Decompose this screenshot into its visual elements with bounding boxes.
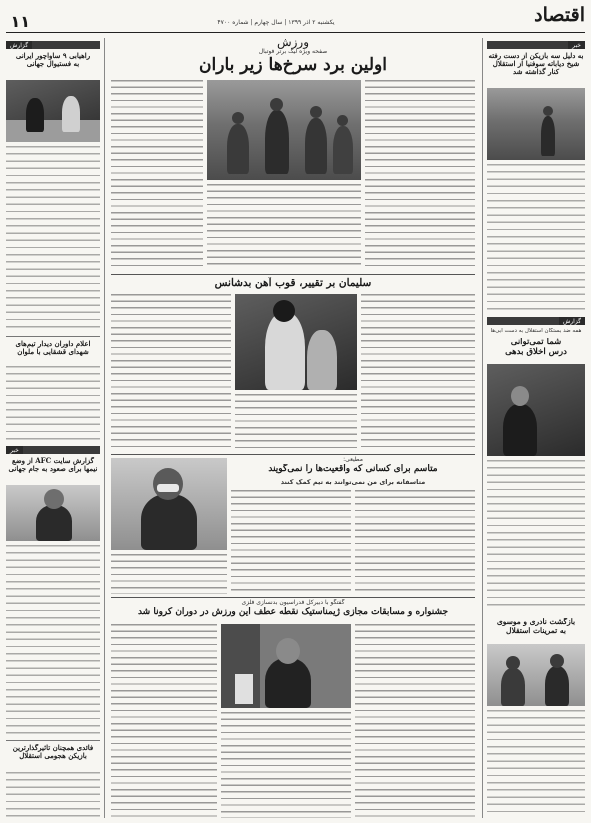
- right-column-divider: [482, 38, 483, 818]
- right-bottom-photo: [487, 644, 585, 706]
- third-body-col3: [111, 554, 227, 594]
- right-top-body: [487, 164, 585, 312]
- left-column-divider: [104, 38, 105, 818]
- right-mid-body: [487, 460, 585, 610]
- left-top-photo: [6, 80, 100, 142]
- center-rule-1: [111, 274, 475, 275]
- main-story-photo: [207, 80, 361, 180]
- header-rule: [6, 32, 585, 33]
- left-bottom-tag: خبر: [6, 446, 23, 454]
- fourth-story-photo: [221, 624, 351, 708]
- right-mid-kicker: همه ضد بستگان استقلال به دست آبی‌ها: [490, 328, 582, 334]
- main-body-col1: [365, 80, 475, 270]
- fourth-body-col3: [111, 624, 217, 818]
- main-body-col3: [111, 80, 203, 270]
- left-bottom-photo: [6, 485, 100, 541]
- second-body-col3: [111, 294, 231, 450]
- left-bottom-headline: گزارش سایت AFC از وضع نیمها برای صعود به جام جهانی: [8, 457, 98, 474]
- center-rule-2: [111, 454, 475, 455]
- main-headline: اولین برد سرخ‌ها زیر باران: [199, 56, 387, 75]
- right-top-photo: [487, 88, 585, 160]
- left-tag: گزارش: [6, 41, 32, 49]
- center-rule-3: [111, 597, 475, 598]
- third-kicker: مطیعی:: [343, 456, 363, 463]
- right-mid-photo: [487, 364, 585, 456]
- left-mid-headline: اعلام داوران دیدار تیم‌های شهدای قشقایی با ملوان: [15, 340, 91, 357]
- section-title: ورزش: [276, 35, 310, 49]
- third-subheadline: متاسفانه برای من نمی‌توانند به تیم کمک کنند: [280, 478, 426, 486]
- second-body-col1: [361, 294, 475, 450]
- left-top-headline: راهیابی ۹ ساواچور ایرانی به فستیوال جهانی: [15, 52, 91, 69]
- left-footer-headline: فائدی همچنان تاثیرگذارترین بازیکن هجومی استقلال: [12, 744, 94, 761]
- issue-meta: یکشنبه ۲ آذر ۱۳۹۹ | سال چهارم | شماره ۴۷۰۰: [217, 19, 335, 26]
- fourth-body-col2: [221, 712, 351, 818]
- right-mid-tag: گزارش: [559, 317, 585, 325]
- right-mid-headline: شما تمی‌توانی درس اخلاق بدهی: [505, 338, 567, 357]
- newspaper-logo: اقتصاد: [534, 4, 585, 26]
- left-mid-body: [6, 366, 100, 442]
- third-body-col1: [355, 490, 475, 594]
- page-number: ۱۱: [10, 12, 30, 31]
- fourth-kicker: گفتگو با دبیرکل فدراسیون بدنسازی فلزی: [241, 599, 345, 606]
- right-bottom-body: [487, 710, 585, 816]
- fourth-headline: جشنواره و مسابقات مجازی ژیمناستیک نقطه عطف این ورزش در دوران کرونا شد: [137, 607, 449, 617]
- right-bottom-headline: بازگشت نادری و موسوی به تمرینات استقلال: [496, 618, 576, 635]
- second-body-col2: [235, 394, 357, 450]
- second-headline: سلیمان بر تقییر، قوب آهن بدشانس: [214, 277, 372, 289]
- left-bottom-body: [6, 545, 100, 735]
- left-top-body: [6, 146, 100, 330]
- section-subtitle: صفحه ویژه لیگ برتر فوتبال: [258, 48, 328, 55]
- fourth-body-col1: [355, 624, 475, 818]
- left-footer-body: [6, 772, 100, 818]
- third-headline: متاسم برای کسانی که واقعیت‌ها را نمی‌گویند: [268, 464, 438, 474]
- third-body-col2: [231, 490, 351, 594]
- main-body-col2: [207, 184, 361, 270]
- left-rule-2: [6, 740, 100, 741]
- right-tag: خبر: [568, 41, 585, 49]
- left-rule-1: [6, 336, 100, 337]
- third-story-photo: [111, 458, 227, 550]
- right-top-headline: به دلیل سه بازیکن از دست رفته شیخ دیاباته سوفنیا از استقلال کنار گذاشته شد: [488, 52, 584, 77]
- second-story-photo: [235, 294, 357, 390]
